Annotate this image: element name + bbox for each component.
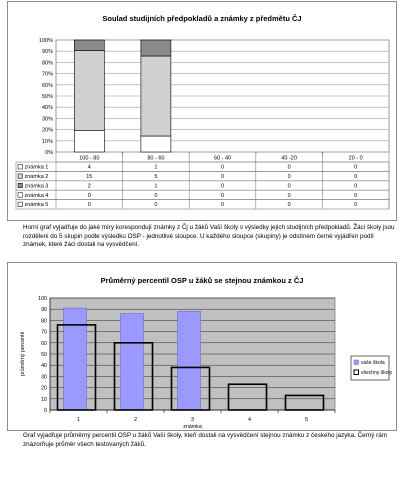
table-cell: 0 bbox=[287, 164, 291, 171]
y-tick-label: 40 bbox=[41, 363, 47, 370]
average-chart-svg bbox=[8, 263, 396, 430]
x-tick-label: 5 bbox=[304, 417, 309, 423]
table-cell: 0 bbox=[87, 202, 91, 209]
stacked-bar-segment bbox=[141, 56, 171, 136]
series-label: známka 2 bbox=[24, 174, 49, 180]
x-axis-title: známka bbox=[183, 424, 202, 430]
table-cell: 0 bbox=[354, 174, 358, 180]
table-cell: 5 bbox=[154, 174, 158, 180]
x-tick-label: 2 bbox=[133, 417, 138, 423]
stacked-bar-segment bbox=[141, 40, 171, 56]
y-tick-label: 60 bbox=[41, 340, 47, 347]
table-cell: 0 bbox=[354, 192, 358, 199]
y-axis-title: průměrný percentil bbox=[20, 332, 26, 376]
legend-swatch bbox=[18, 174, 23, 179]
table-cell: 0 bbox=[354, 183, 358, 190]
y-tick-label: 0 bbox=[44, 408, 47, 414]
legend-swatch bbox=[18, 193, 23, 198]
table-cell: 0 bbox=[87, 192, 91, 199]
legend-label: vaše škola bbox=[361, 360, 385, 366]
table-cell: 0 bbox=[220, 192, 225, 199]
y-tick-label: 0% bbox=[45, 150, 53, 156]
stacked-bar-segment bbox=[74, 131, 104, 152]
table-cell: 0 bbox=[220, 164, 225, 171]
y-tick-label: 60% bbox=[41, 82, 53, 89]
table-cell: 4 bbox=[87, 164, 91, 171]
x-category-label: 40 -20 bbox=[281, 155, 297, 162]
legend-swatch-all bbox=[354, 370, 359, 375]
x-tick-label: 1 bbox=[76, 417, 81, 423]
stacked-chart-panel bbox=[7, 1, 397, 221]
average-chart-title: Průměrný percentil OSP u žáků se stejnou známkou z ČJ bbox=[100, 276, 304, 285]
y-tick-label: 40% bbox=[41, 105, 53, 112]
average-chart-caption: Graf vyjadřuje průměrný percentil OSP u žáků Vaší školy, kteří dostali na vysvědčení stejnou známku z českého jazyka. Černý rám znázorňuje průměr všech testovaných žáků. bbox=[23, 432, 387, 448]
table-cell: 15 bbox=[86, 174, 93, 180]
bar-school bbox=[178, 311, 201, 410]
table-row bbox=[16, 181, 389, 190]
x-category-label: 100 - 80 bbox=[79, 155, 100, 162]
table-cell: 2 bbox=[87, 183, 91, 190]
x-category-label: 60 - 40 bbox=[213, 155, 232, 162]
table-row bbox=[16, 200, 389, 209]
table-row bbox=[16, 190, 389, 199]
y-tick-label: 90% bbox=[41, 49, 53, 56]
bar-school bbox=[64, 308, 87, 410]
table-cell: 0 bbox=[154, 192, 158, 199]
y-tick-label: 30% bbox=[41, 116, 53, 123]
table-row bbox=[16, 171, 389, 180]
legend-swatch-school bbox=[354, 360, 359, 365]
table-cell: 0 bbox=[287, 192, 291, 199]
y-tick-label: 80 bbox=[41, 318, 47, 325]
table-cell: 0 bbox=[354, 202, 358, 209]
stacked-chart-title: Soulad studijních předpokladů a známky z předmětu ČJ bbox=[102, 14, 302, 23]
table-cell: 0 bbox=[154, 202, 158, 209]
y-tick-label: 70% bbox=[41, 71, 53, 78]
stacked-chart-caption: Horní graf vyjadřuje do jaké míry korespondují známky z Čj u žáků Vaší školy s výsledky jejich studijních předpokladů. Žáci školy jsou rozděleni do 5 skupin podle výsledku OSP - jednotlivé sloupce. U každého sloupce (skupiny) je odstínem černé vyjádřen podíl známek, které žáci dostali na vysvědčení. bbox=[23, 224, 395, 249]
stacked-bar-segment bbox=[141, 136, 171, 152]
x-tick-label: 4 bbox=[247, 417, 252, 423]
table-cell: 1 bbox=[154, 183, 158, 190]
legend-label: všechny školy bbox=[361, 370, 393, 376]
y-tick-label: 80% bbox=[41, 60, 53, 67]
y-tick-label: 10 bbox=[41, 396, 47, 403]
series-label: známka 3 bbox=[24, 183, 49, 190]
table-cell: 0 bbox=[354, 164, 358, 171]
table-cell: 0 bbox=[220, 174, 225, 180]
average-chart-panel bbox=[7, 262, 397, 431]
y-tick-label: 100% bbox=[38, 38, 53, 44]
legend-swatch bbox=[18, 165, 23, 170]
stacked-chart-svg bbox=[8, 2, 396, 220]
stacked-bar-segment bbox=[74, 51, 104, 131]
y-tick-label: 20% bbox=[41, 127, 53, 134]
table-cell: 0 bbox=[287, 174, 291, 180]
y-tick-label: 30 bbox=[41, 374, 47, 381]
series-label: známka 5 bbox=[24, 202, 49, 209]
stacked-bar-segment bbox=[74, 40, 104, 51]
y-tick-label: 20 bbox=[41, 385, 47, 392]
series-label: známka 4 bbox=[24, 192, 49, 199]
table-cell: 1 bbox=[154, 164, 158, 171]
x-tick-label: 3 bbox=[190, 417, 195, 423]
y-tick-label: 70 bbox=[41, 329, 47, 336]
table-cell: 0 bbox=[220, 202, 225, 209]
x-category-label: 20 - 0 bbox=[348, 155, 363, 162]
bar-school bbox=[121, 314, 144, 410]
y-tick-label: 90 bbox=[41, 307, 47, 314]
legend-swatch bbox=[18, 183, 23, 188]
y-tick-label: 50% bbox=[41, 94, 53, 100]
table-row bbox=[16, 162, 389, 171]
series-label: známka 1 bbox=[24, 164, 49, 171]
table-cell: 0 bbox=[287, 183, 291, 190]
y-tick-label: 10% bbox=[41, 138, 53, 145]
legend-swatch bbox=[18, 202, 23, 207]
table-cell: 0 bbox=[287, 202, 291, 209]
x-category-label: 80 - 60 bbox=[147, 155, 165, 162]
y-tick-label: 100 bbox=[38, 296, 47, 302]
table-cell: 0 bbox=[220, 183, 225, 190]
y-tick-label: 50 bbox=[41, 352, 47, 358]
